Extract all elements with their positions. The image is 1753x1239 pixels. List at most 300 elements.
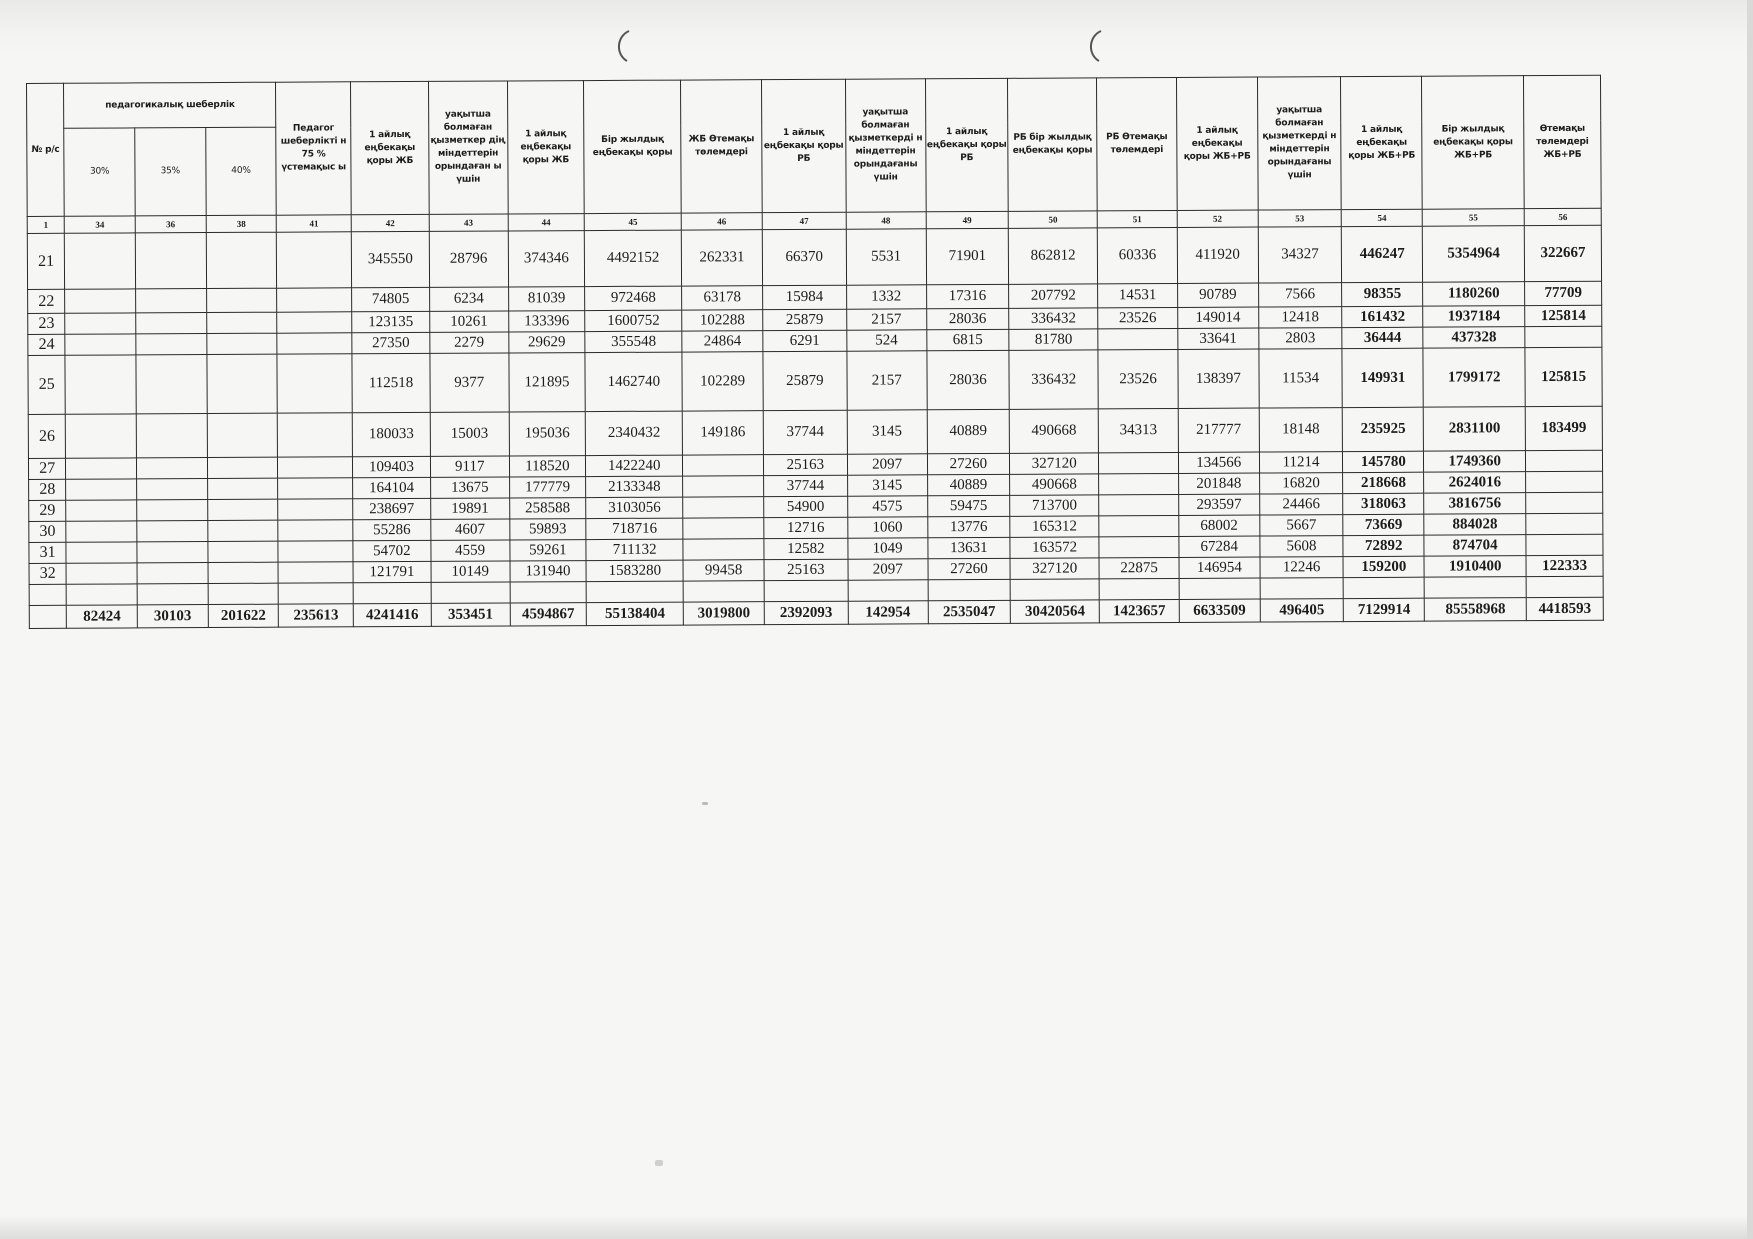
total-cell: 1423657 <box>1099 599 1179 622</box>
table-cell: 5531 <box>846 229 926 285</box>
table-cell: 13675 <box>430 477 509 498</box>
table-cell <box>1526 492 1603 513</box>
table-cell: 121895 <box>508 353 585 412</box>
row-number: 32 <box>29 563 66 584</box>
punch-hole-mark <box>1083 28 1105 64</box>
empty-cell <box>510 582 587 603</box>
row-number: 22 <box>28 289 65 313</box>
table-cell <box>65 289 136 313</box>
header-row-no: № р/с <box>27 83 65 216</box>
table-cell: 161432 <box>1342 306 1423 327</box>
table-cell: 711132 <box>586 539 683 561</box>
table-cell: 217777 <box>1178 408 1259 452</box>
table-cell: 10261 <box>430 311 509 332</box>
table-cell: 159200 <box>1343 556 1424 577</box>
column-number-cell: 43 <box>429 214 508 231</box>
table-cell: 63178 <box>682 286 763 310</box>
table-cell <box>206 232 277 288</box>
empty-cell <box>29 584 66 605</box>
table-cell <box>683 476 764 497</box>
table-cell: 25879 <box>763 309 847 330</box>
table-cell <box>137 521 208 542</box>
table-cell: 6234 <box>429 287 508 311</box>
table-cell: 22875 <box>1099 557 1179 578</box>
table-cell <box>683 497 764 518</box>
table-cell: 6291 <box>763 330 847 351</box>
table-cell: 28796 <box>429 231 508 287</box>
column-number-cell: 34 <box>65 216 136 233</box>
table-cell: 5667 <box>1259 515 1343 536</box>
header-col: уақытша болмаған қызметкер дің міндеттерін орындаған ы үшін <box>428 81 507 214</box>
total-cell: 353451 <box>431 603 510 626</box>
table-cell: 3816756 <box>1424 493 1526 515</box>
row-number: 25 <box>28 355 66 414</box>
table-cell <box>207 457 278 478</box>
table-cell: 146954 <box>1179 557 1260 578</box>
table-cell: 4559 <box>431 540 510 561</box>
table-cell: 74805 <box>352 287 430 311</box>
table-cell: 40889 <box>927 409 1010 453</box>
table-cell: 1583280 <box>586 560 683 582</box>
table-cell <box>277 312 352 333</box>
scan-bottom-edge <box>0 1216 1753 1239</box>
table-cell: 73669 <box>1343 514 1424 535</box>
table-cell: 238697 <box>353 498 431 519</box>
table-cell: 118520 <box>509 456 586 477</box>
header-col: 1 айлық еңбекақы қоры ЖБ <box>507 81 584 214</box>
table-cell: 3145 <box>847 475 927 496</box>
table-cell: 862812 <box>1009 228 1098 284</box>
empty-cell <box>1099 578 1179 599</box>
table-cell <box>207 333 278 354</box>
table-cell: 2279 <box>430 332 509 353</box>
table-cell: 11534 <box>1259 349 1343 408</box>
table-cell: 2803 <box>1258 328 1342 349</box>
table-cell <box>66 458 137 479</box>
table-cell <box>278 562 353 583</box>
table-cell: 7566 <box>1258 283 1342 307</box>
table-cell <box>683 455 764 476</box>
header-col: ЖБ Өтемақы төлемдері <box>681 80 762 213</box>
table-cell <box>65 233 136 289</box>
table-cell <box>66 479 137 500</box>
table-cell: 437328 <box>1423 327 1525 349</box>
table-cell <box>1526 534 1603 555</box>
column-number-cell: 48 <box>846 212 926 229</box>
column-number-cell: 50 <box>1008 211 1097 228</box>
table-cell: 34327 <box>1258 227 1342 283</box>
row-number: 28 <box>29 479 66 500</box>
table-cell <box>278 520 353 541</box>
total-cell: 82424 <box>67 605 138 628</box>
empty-cell <box>279 583 354 604</box>
table-cell: 15003 <box>430 412 509 456</box>
column-number-cell: 51 <box>1097 210 1177 227</box>
total-cell: 30103 <box>137 605 208 628</box>
table-cell: 59893 <box>509 519 586 540</box>
column-number-cell: 54 <box>1342 209 1423 226</box>
column-number-cell: 52 <box>1177 210 1258 227</box>
table-cell: 71901 <box>926 228 1009 284</box>
column-number-cell: 42 <box>351 214 429 231</box>
column-number-cell: 55 <box>1422 209 1524 227</box>
totals-label-cell <box>29 605 66 628</box>
column-number-cell: 46 <box>681 213 762 230</box>
column-number-cell: 36 <box>135 216 206 233</box>
total-cell: 7129914 <box>1344 598 1425 621</box>
empty-cell <box>137 584 208 605</box>
table-cell: 131940 <box>510 561 587 582</box>
row-number: 23 <box>28 313 65 334</box>
table-cell <box>136 313 207 334</box>
table-cell: 149186 <box>682 411 763 455</box>
table-cell: 90789 <box>1177 283 1258 307</box>
table-cell: 972468 <box>585 286 682 311</box>
table-cell: 12418 <box>1258 307 1342 328</box>
column-number-cell: 45 <box>584 213 681 231</box>
table-cell: 122333 <box>1526 555 1603 576</box>
table-cell: 13631 <box>927 537 1010 558</box>
table-cell <box>1099 452 1179 473</box>
row-number: 21 <box>27 233 65 289</box>
table-cell <box>1526 450 1603 471</box>
table-cell <box>137 479 208 500</box>
table-cell: 1422240 <box>586 455 683 477</box>
table-cell: 411920 <box>1177 227 1258 283</box>
table-cell: 1600752 <box>585 310 682 332</box>
table-cell: 2097 <box>848 559 928 580</box>
header-col: уақытша болмаған қызметкерді н міндеттерін орындағаны үшін <box>845 79 925 212</box>
table-cell: 112518 <box>352 353 430 412</box>
row-number: 29 <box>29 500 66 521</box>
empty-cell <box>208 583 279 604</box>
total-cell: 4594867 <box>510 603 587 626</box>
table-cell <box>206 312 277 333</box>
table-cell: 163572 <box>1010 537 1099 558</box>
table-cell <box>1098 328 1178 349</box>
header-col: Педагог шеберлікті н 75 % үстемақыс ы <box>276 82 351 215</box>
column-number-cell: 41 <box>277 215 352 232</box>
table-cell <box>1099 536 1179 557</box>
table-cell <box>66 521 137 542</box>
table-cell: 34313 <box>1098 408 1178 452</box>
table-cell: 218668 <box>1343 472 1424 493</box>
table-cell <box>1099 473 1179 494</box>
table-cell <box>136 458 207 479</box>
table-cell: 490668 <box>1010 474 1099 495</box>
table-cell: 1060 <box>848 517 928 538</box>
table-cell: 336432 <box>1009 350 1098 409</box>
table-cell: 25163 <box>764 559 848 580</box>
table-cell: 2157 <box>847 351 927 410</box>
empty-cell <box>848 580 928 601</box>
table-cell <box>66 500 137 521</box>
column-number-cell: 47 <box>762 212 846 229</box>
table-cell <box>1526 513 1603 534</box>
table-cell <box>135 233 206 289</box>
total-cell: 201622 <box>208 604 279 627</box>
table-cell: 4607 <box>431 519 510 540</box>
column-number-cell: 44 <box>508 214 585 231</box>
payroll-table <box>26 75 1604 629</box>
table-cell: 25163 <box>763 454 847 475</box>
table-cell: 3103056 <box>586 497 683 519</box>
table-cell: 99458 <box>683 560 764 581</box>
scan-right-edge <box>1747 0 1753 1239</box>
header-col: 1 айлық еңбекақы қоры ЖБ+РБ <box>1176 77 1257 210</box>
table-cell: 201848 <box>1178 473 1259 494</box>
table-cell: 1799172 <box>1423 348 1525 408</box>
table-cell: 40889 <box>927 474 1010 495</box>
total-cell: 142954 <box>848 601 928 624</box>
table-cell: 109403 <box>353 456 431 477</box>
table-cell: 195036 <box>509 412 586 456</box>
column-number-cell: 56 <box>1524 208 1601 225</box>
table-body <box>27 225 1603 628</box>
table-cell: 718716 <box>586 518 683 540</box>
table-cell: 327120 <box>1010 558 1099 579</box>
table-cell: 258588 <box>509 498 586 519</box>
table-cell: 713700 <box>1010 495 1099 516</box>
header-pct-40: 40% <box>205 127 276 215</box>
table-cell: 1332 <box>846 285 926 309</box>
header-col: уақытша болмаған қызметкерді н міндеттерін орындағаны үшін <box>1257 77 1341 210</box>
table-cell: 25879 <box>763 351 847 410</box>
table-cell: 16820 <box>1259 473 1343 494</box>
table-cell: 4575 <box>847 496 927 517</box>
row-number: 24 <box>28 334 65 355</box>
table-cell: 2097 <box>847 454 927 475</box>
header-col: 1 айлық еңбекақы қоры РБ <box>925 78 1008 211</box>
table-cell: 12716 <box>764 517 848 538</box>
table-cell <box>208 562 279 583</box>
row-number: 31 <box>29 542 66 563</box>
table-cell: 322667 <box>1524 225 1601 281</box>
total-cell: 30420564 <box>1011 600 1100 623</box>
table-cell: 374346 <box>508 231 585 287</box>
table-cell <box>65 313 136 334</box>
table-cell: 27260 <box>928 558 1011 579</box>
table-cell: 1049 <box>848 538 928 559</box>
empty-cell <box>66 584 137 605</box>
header-col: РБ Өтемақы төлемдері <box>1097 77 1177 210</box>
table-cell: 2831100 <box>1423 407 1525 452</box>
table-cell: 134566 <box>1178 452 1259 473</box>
table-cell: 138397 <box>1178 349 1259 408</box>
table-cell: 355548 <box>585 331 682 353</box>
table-cell <box>1099 515 1179 536</box>
table-cell: 17316 <box>926 284 1009 308</box>
table-cell <box>1526 471 1603 492</box>
table-cell: 3145 <box>847 410 927 454</box>
table-cell: 54900 <box>764 496 848 517</box>
empty-cell <box>1424 577 1526 599</box>
punch-hole-mark <box>611 28 633 64</box>
header-pct-30: 30% <box>64 128 135 216</box>
table-cell: 123135 <box>352 311 430 332</box>
table-cell: 125814 <box>1525 305 1602 326</box>
total-cell: 235613 <box>279 604 354 627</box>
empty-cell <box>1260 578 1344 599</box>
table-cell: 24466 <box>1259 494 1343 515</box>
table-cell: 67284 <box>1179 536 1260 557</box>
table-cell <box>277 354 352 413</box>
table-cell <box>278 499 353 520</box>
table-cell: 165312 <box>1010 516 1099 537</box>
table-cell: 28036 <box>926 308 1009 329</box>
header-col: 1 айлық еңбекақы қоры РБ <box>761 79 845 212</box>
header-pct-35: 35% <box>135 128 206 216</box>
column-number-cell: 53 <box>1258 210 1342 227</box>
empty-cell <box>764 580 848 601</box>
table-cell: 55286 <box>353 519 431 540</box>
empty-cell <box>586 581 683 603</box>
column-number-cell: 49 <box>926 211 1009 228</box>
row-number: 27 <box>28 458 65 479</box>
table-cell: 60336 <box>1097 227 1177 283</box>
table-cell: 18148 <box>1259 408 1343 452</box>
table-cell <box>137 542 208 563</box>
table-cell: 102289 <box>682 352 763 411</box>
table-cell: 1180260 <box>1423 282 1525 307</box>
table-cell: 102288 <box>682 310 763 331</box>
table-cell: 68002 <box>1179 515 1260 536</box>
column-number-cell: 38 <box>206 215 277 232</box>
table-cell <box>136 334 207 355</box>
table-cell: 81039 <box>508 287 585 311</box>
header-col: Өтемақы төлемдері ЖБ+РБ <box>1524 75 1602 208</box>
table-cell: 10149 <box>431 561 510 582</box>
table-cell: 15984 <box>763 285 847 309</box>
total-cell: 4241416 <box>353 603 431 626</box>
table-cell <box>1525 326 1602 347</box>
table-cell <box>683 518 764 539</box>
total-cell: 55138404 <box>587 602 684 626</box>
table-cell: 14531 <box>1098 283 1178 307</box>
table-cell <box>136 414 207 458</box>
empty-cell <box>1344 577 1425 598</box>
table-cell: 36444 <box>1342 327 1423 348</box>
table-cell: 5354964 <box>1422 226 1524 283</box>
table-cell: 2133348 <box>586 476 683 498</box>
table-cell: 66370 <box>762 229 846 285</box>
table-cell: 1937184 <box>1423 306 1525 328</box>
table-cell: 149014 <box>1178 307 1259 328</box>
total-cell: 2392093 <box>764 601 848 624</box>
table-cell <box>136 355 207 414</box>
table-cell: 133396 <box>508 311 585 332</box>
empty-cell <box>431 582 510 603</box>
table-cell <box>207 413 278 457</box>
table-cell: 28036 <box>926 350 1009 409</box>
empty-cell <box>1526 576 1603 597</box>
table-cell: 6815 <box>926 329 1009 350</box>
table-cell: 19891 <box>431 498 510 519</box>
table-cell <box>207 354 278 413</box>
table-cell <box>1099 494 1179 515</box>
table-cell: 1462740 <box>585 352 682 412</box>
table-cell: 446247 <box>1342 226 1423 282</box>
table-cell: 13776 <box>927 516 1010 537</box>
table-cell: 11214 <box>1259 452 1343 473</box>
table-cell: 1910400 <box>1424 556 1526 578</box>
table-cell: 318063 <box>1343 493 1424 514</box>
table-cell: 72892 <box>1343 535 1424 556</box>
table-cell: 29629 <box>508 332 585 353</box>
table-cell <box>137 500 208 521</box>
table-cell: 164104 <box>353 477 431 498</box>
scan-top-edge <box>0 0 1753 56</box>
column-number-cell: 1 <box>27 216 64 233</box>
table-cell: 5608 <box>1260 536 1344 557</box>
table-cell: 293597 <box>1179 494 1260 515</box>
table-cell: 98355 <box>1342 282 1423 306</box>
table-cell <box>277 288 352 312</box>
total-cell: 85558968 <box>1424 598 1526 622</box>
table-cell: 874704 <box>1424 535 1526 557</box>
table-cell: 77709 <box>1525 281 1602 305</box>
table-cell <box>66 563 137 584</box>
total-cell: 4418593 <box>1526 597 1603 620</box>
header-ped-mastery: педагогикалық шеберлік <box>64 82 276 128</box>
empty-cell <box>928 579 1011 600</box>
scan-speck <box>655 1160 663 1166</box>
table-cell: 145780 <box>1343 451 1424 472</box>
table-cell <box>278 478 353 499</box>
table-cell <box>207 520 278 541</box>
total-cell: 2535047 <box>928 600 1011 623</box>
table-cell: 207792 <box>1009 284 1098 308</box>
table-cell: 23526 <box>1098 349 1178 408</box>
table-cell: 2157 <box>846 309 926 330</box>
table-cell: 183499 <box>1525 406 1602 450</box>
table-cell: 524 <box>847 330 927 351</box>
table-cell: 37744 <box>764 475 848 496</box>
table-cell <box>207 478 278 499</box>
table-cell <box>137 563 208 584</box>
table-cell: 262331 <box>681 230 762 286</box>
table-cell: 27350 <box>352 332 430 353</box>
empty-cell <box>1179 578 1260 599</box>
table-cell <box>277 333 352 354</box>
table-cell: 490668 <box>1010 409 1099 453</box>
table-cell: 2340432 <box>586 411 683 456</box>
table-cell: 24864 <box>682 331 763 352</box>
table-cell <box>278 413 353 457</box>
table-row <box>27 225 1601 289</box>
header-col: 1 айлық еңбекақы қоры ЖБ <box>351 81 429 214</box>
table-cell: 9117 <box>430 456 509 477</box>
table-cell: 345550 <box>351 231 429 287</box>
table-cell: 327120 <box>1010 453 1099 474</box>
total-cell: 6633509 <box>1179 599 1260 622</box>
table-cell: 2624016 <box>1424 472 1526 494</box>
table-cell: 12582 <box>764 538 848 559</box>
row-number: 30 <box>29 521 66 542</box>
table-cell: 33641 <box>1178 328 1259 349</box>
table-cell: 1749360 <box>1424 451 1526 473</box>
total-cell: 3019800 <box>683 602 764 625</box>
empty-cell <box>353 582 431 603</box>
table-cell: 177779 <box>509 477 586 498</box>
table-cell: 4492152 <box>585 230 682 287</box>
header-col: 1 айлық еңбекақы қоры ЖБ+РБ <box>1341 76 1422 209</box>
scan-speck <box>702 802 708 805</box>
table-cell: 54702 <box>353 540 431 561</box>
table-cell: 884028 <box>1424 514 1526 536</box>
table-cell: 149931 <box>1342 348 1423 407</box>
table-cell <box>136 289 207 313</box>
